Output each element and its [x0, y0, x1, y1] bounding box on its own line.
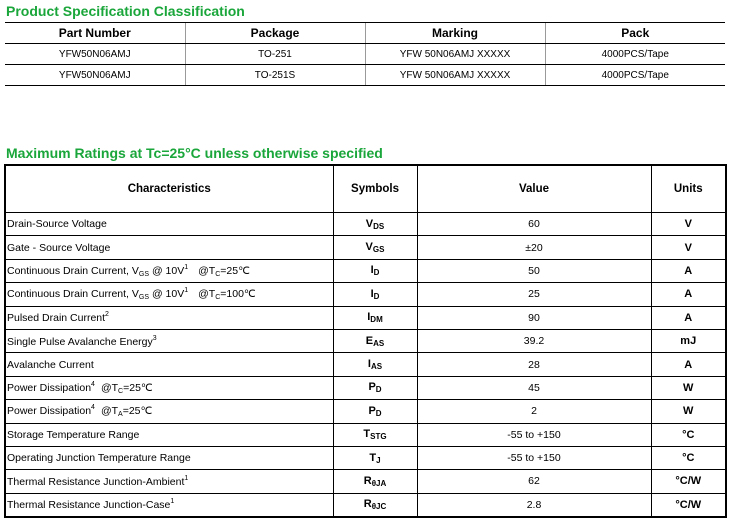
characteristic-footnote: 1: [184, 474, 189, 482]
characteristic-text: Power Dissipation: [7, 381, 92, 394]
cell-unit: V: [651, 213, 726, 236]
cell-unit: mJ: [651, 329, 726, 352]
characteristic-condition: @ 10V: [149, 288, 185, 301]
characteristic-footnote: 4: [91, 380, 95, 388]
symbol-letter: V: [365, 241, 373, 254]
symbol-subscript: AS: [370, 362, 383, 372]
cell-value: 2.8: [417, 493, 651, 517]
cell-characteristic: [5, 376, 333, 399]
spec-header-package: Package: [185, 23, 365, 44]
ratings-body: [5, 213, 726, 518]
cell-unit: °C/W: [651, 493, 726, 517]
characteristic-text: Storage Temperature Range: [7, 428, 140, 441]
table-row: [5, 329, 726, 352]
characteristic-footnote: 4: [91, 404, 95, 412]
cell-characteristic: [5, 259, 333, 282]
table-row: [5, 446, 726, 469]
characteristic-condition: @ 10V: [149, 264, 185, 277]
symbol-subscript: D: [375, 408, 382, 418]
ratings-header-value: Value: [417, 165, 651, 213]
cell-value: 2: [417, 400, 651, 423]
characteristic-temp-subscript: A: [118, 411, 123, 419]
symbol-subscript: θJC: [371, 502, 387, 512]
characteristic-text: Drain-Source Voltage: [7, 218, 107, 231]
table-row: [5, 213, 726, 236]
table-row: [5, 259, 726, 282]
characteristic-temp-condition: @T: [198, 264, 216, 277]
cell-value: 90: [417, 306, 651, 329]
table-row: [5, 493, 726, 517]
cell-symbol: [333, 259, 417, 282]
symbol-letter: I: [367, 311, 371, 324]
characteristic-temp-condition: @T: [100, 381, 119, 394]
characteristic-temp-value: =25℃: [220, 264, 250, 277]
characteristic-text: Operating Junction Temperature Range: [7, 452, 191, 465]
characteristic-temp-condition: @T: [198, 288, 216, 301]
symbol-subscript: J: [376, 455, 381, 465]
symbol-letter: V: [365, 217, 374, 230]
characteristic-text: Avalanche Current: [7, 358, 94, 371]
cell-symbol: [333, 446, 417, 469]
max-ratings-title: Maximum Ratings at Tc=25°C unless otherwise specified: [6, 145, 383, 161]
characteristic-subscript: GS: [138, 270, 150, 278]
ratings-header-characteristics: Characteristics: [5, 165, 333, 213]
table-row: [5, 470, 726, 493]
ratings-header-symbols: Symbols: [333, 165, 417, 213]
product-spec-table: [5, 22, 725, 86]
cell-package: TO-251S: [185, 65, 365, 86]
cell-symbol: [333, 470, 417, 493]
symbol-letter: T: [363, 428, 371, 441]
cell-characteristic: [5, 493, 333, 517]
cell-unit: V: [651, 236, 726, 259]
characteristic-temp-value: =100℃: [220, 288, 256, 301]
cell-unit: °C/W: [651, 470, 726, 493]
symbol-subscript: D: [373, 291, 380, 301]
cell-characteristic: [5, 236, 333, 259]
cell-characteristic: [5, 353, 333, 376]
characteristic-text: Pulsed Drain Current: [7, 312, 106, 325]
characteristic-footnote: 1: [170, 498, 175, 506]
characteristic-text: Continuous Drain Current, V: [7, 264, 139, 277]
cell-characteristic: [5, 400, 333, 423]
cell-marking: YFW 50N06AMJ XXXXX: [365, 44, 545, 65]
ratings-header-row: [5, 165, 726, 213]
characteristic-text: Single Pulse Avalanche Energy: [7, 335, 153, 348]
symbol-subscript: D: [373, 268, 380, 278]
characteristic-footnote: 3: [152, 334, 157, 342]
characteristic-text: Thermal Resistance Junction-Case: [7, 499, 171, 512]
table-row: [5, 400, 726, 423]
symbol-subscript: DS: [373, 221, 385, 231]
symbol-letter: I: [367, 358, 371, 371]
cell-characteristic: [5, 329, 333, 352]
characteristic-temp-subscript: C: [215, 294, 221, 302]
cell-unit: A: [651, 259, 726, 282]
cell-symbol: [333, 213, 417, 236]
cell-characteristic: [5, 283, 333, 306]
cell-value: 28: [417, 353, 651, 376]
table-row: [5, 306, 726, 329]
symbol-subscript: θJA: [371, 478, 387, 488]
spec-header-pack: Pack: [545, 23, 725, 44]
cell-value: 62: [417, 470, 651, 493]
symbol-letter: E: [365, 334, 374, 347]
table-row: [5, 353, 726, 376]
symbol-subscript: STG: [370, 432, 387, 442]
cell-value: -55 to +150: [417, 446, 651, 469]
symbol-letter: T: [369, 451, 377, 464]
table-row: [5, 283, 726, 306]
cell-value: 45: [417, 376, 651, 399]
characteristic-temp-condition: @T: [100, 405, 119, 418]
table-row: [5, 44, 725, 65]
cell-characteristic: [5, 446, 333, 469]
cell-symbol: [333, 376, 417, 399]
cell-symbol: [333, 493, 417, 517]
cell-pack: 4000PCS/Tape: [545, 44, 725, 65]
spec-header-marking: Marking: [365, 23, 545, 44]
characteristic-temp-subscript: C: [118, 387, 124, 395]
cell-unit: A: [651, 283, 726, 306]
spec-header-row: [5, 23, 725, 44]
characteristic-footnote: 2: [105, 311, 109, 319]
symbol-subscript: D: [375, 385, 382, 395]
symbol-letter: P: [368, 381, 376, 394]
cell-characteristic: [5, 470, 333, 493]
cell-characteristic: [5, 306, 333, 329]
characteristic-text: Power Dissipation: [7, 405, 92, 418]
cell-symbol: [333, 283, 417, 306]
symbol-subscript: GS: [372, 245, 385, 255]
characteristic-text: Continuous Drain Current, V: [7, 288, 139, 301]
cell-value: ±20: [417, 236, 651, 259]
characteristic-subscript: GS: [138, 294, 150, 302]
cell-value: 39.2: [417, 329, 651, 352]
symbol-letter: I: [370, 287, 374, 300]
cell-pack: 4000PCS/Tape: [545, 65, 725, 86]
spec-header-part-number: Part Number: [5, 23, 185, 44]
table-row: [5, 65, 725, 86]
cell-symbol: [333, 400, 417, 423]
table-row: [5, 236, 726, 259]
cell-unit: W: [651, 376, 726, 399]
characteristic-temp-value: =25℃: [122, 405, 153, 418]
cell-characteristic: [5, 423, 333, 446]
cell-characteristic: [5, 213, 333, 236]
cell-unit: °C: [651, 446, 726, 469]
characteristic-footnote: 1: [184, 287, 189, 295]
characteristic-footnote: 1: [184, 263, 189, 271]
cell-package: TO-251: [185, 44, 365, 65]
cell-symbol: [333, 329, 417, 352]
characteristic-temp-value: =25℃: [123, 381, 153, 394]
table-row: [5, 423, 726, 446]
characteristic-text: Gate - Source Voltage: [7, 241, 111, 254]
cell-part-number: YFW50N06AMJ: [5, 65, 185, 86]
ratings-header-units: Units: [651, 165, 726, 213]
cell-value: 60: [417, 213, 651, 236]
table-row: [5, 376, 726, 399]
symbol-letter: P: [368, 404, 376, 417]
cell-symbol: [333, 353, 417, 376]
cell-symbol: [333, 423, 417, 446]
cell-unit: °C: [651, 423, 726, 446]
cell-unit: A: [651, 353, 726, 376]
cell-unit: A: [651, 306, 726, 329]
symbol-subscript: DM: [370, 315, 383, 325]
cell-value: 25: [417, 283, 651, 306]
characteristic-temp-subscript: C: [215, 270, 221, 278]
cell-unit: W: [651, 400, 726, 423]
symbol-letter: I: [370, 264, 374, 277]
cell-part-number: YFW50N06AMJ: [5, 44, 185, 65]
cell-value: -55 to +150: [417, 423, 651, 446]
symbol-subscript: AS: [373, 338, 385, 348]
symbol-letter: R: [363, 474, 372, 487]
cell-value: 50: [417, 259, 651, 282]
symbol-letter: R: [363, 498, 372, 511]
product-spec-title: Product Specification Classification: [6, 3, 245, 19]
cell-marking: YFW 50N06AMJ XXXXX: [365, 65, 545, 86]
max-ratings-table: [4, 164, 727, 518]
cell-symbol: [333, 236, 417, 259]
characteristic-text: Thermal Resistance Junction-Ambient: [7, 475, 185, 488]
cell-symbol: [333, 306, 417, 329]
